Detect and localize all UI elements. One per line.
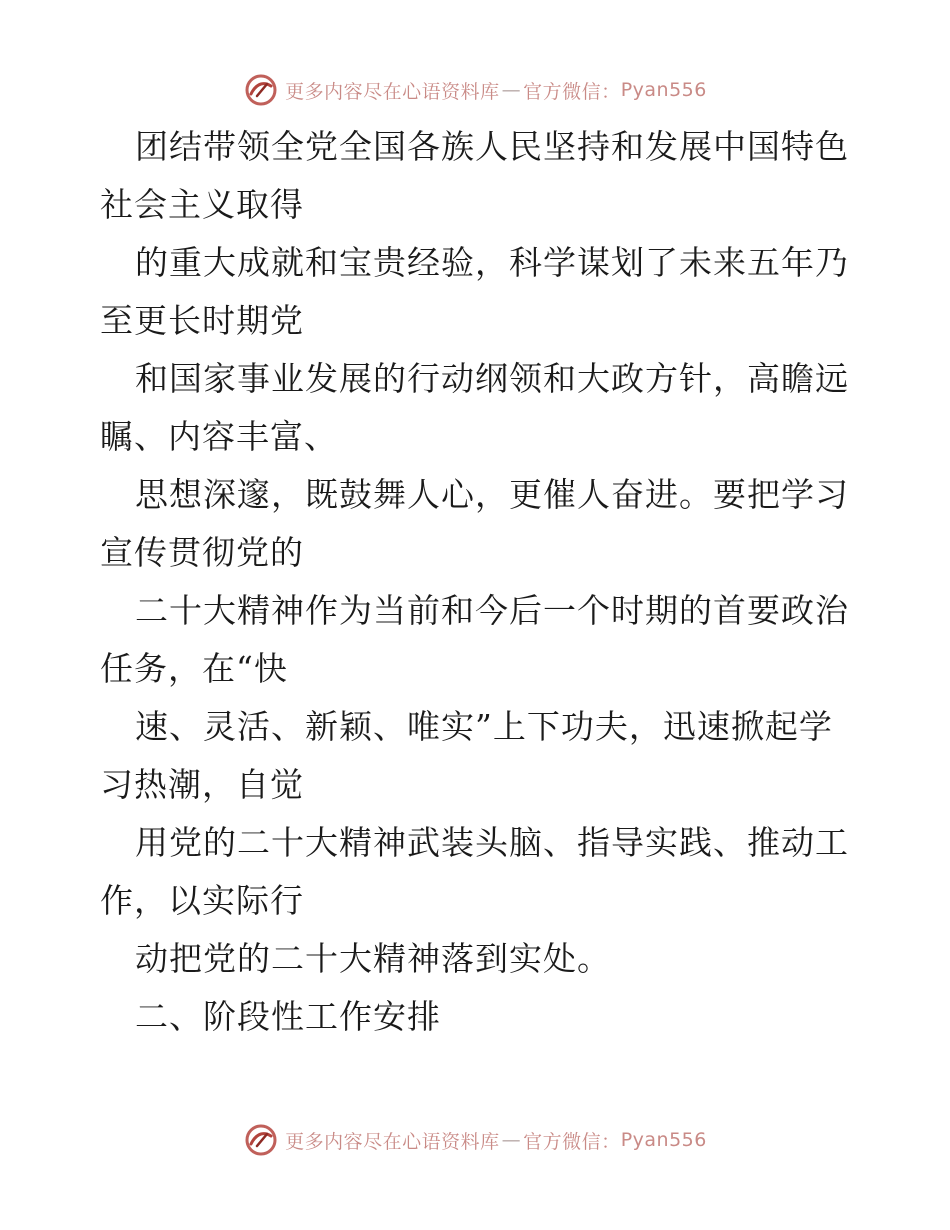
watermark-separator: — [501, 1129, 522, 1151]
paragraph-3: 和国家事业发展的行动纲领和大政方针，高瞻远瞩、内容丰富、 [100, 359, 849, 456]
watermark-wechat-id: Pyan556 [620, 79, 707, 101]
section-heading: 二、阶段性工作安排 [135, 997, 441, 1036]
paragraph-2: 的重大成就和宝贵经验，科学谋划了未来五年乃至更长时期党 [100, 243, 849, 340]
paragraph-6: 速、灵活、新颖、唯实”上下功夫，迅速掀起学习热潮，自觉 [100, 707, 833, 804]
document-body [100, 118, 860, 1046]
brush-swirl-icon [243, 72, 279, 108]
watermark-wechat-label: 官方微信： [523, 80, 621, 103]
brush-swirl-icon [243, 1122, 279, 1158]
watermark-text: 更多内容尽在心语资料库 [285, 80, 500, 103]
watermark-text: 更多内容尽在心语资料库 [285, 1130, 500, 1153]
header-watermark [0, 70, 950, 110]
paragraph-1: 团结带领全党全国各族人民坚持和发展中国特色社会主义取得 [100, 127, 849, 224]
paragraph-8: 动把党的二十大精神落到实处。 [135, 939, 611, 978]
paragraph-5: 二十大精神作为当前和今后一个时期的首要政治任务，在“快 [100, 591, 849, 688]
paragraph-4: 思想深邃，既鼓舞人心，更催人奋进。要把学习宣传贯彻党的 [100, 475, 849, 572]
watermark-wechat-id: Pyan556 [620, 1129, 707, 1151]
watermark-separator: — [501, 79, 522, 101]
footer-watermark [0, 1120, 950, 1160]
watermark-wechat-label: 官方微信： [523, 1130, 621, 1153]
paragraph-7: 用党的二十大精神武装头脑、指导实践、推动工作，以实际行 [100, 823, 849, 920]
